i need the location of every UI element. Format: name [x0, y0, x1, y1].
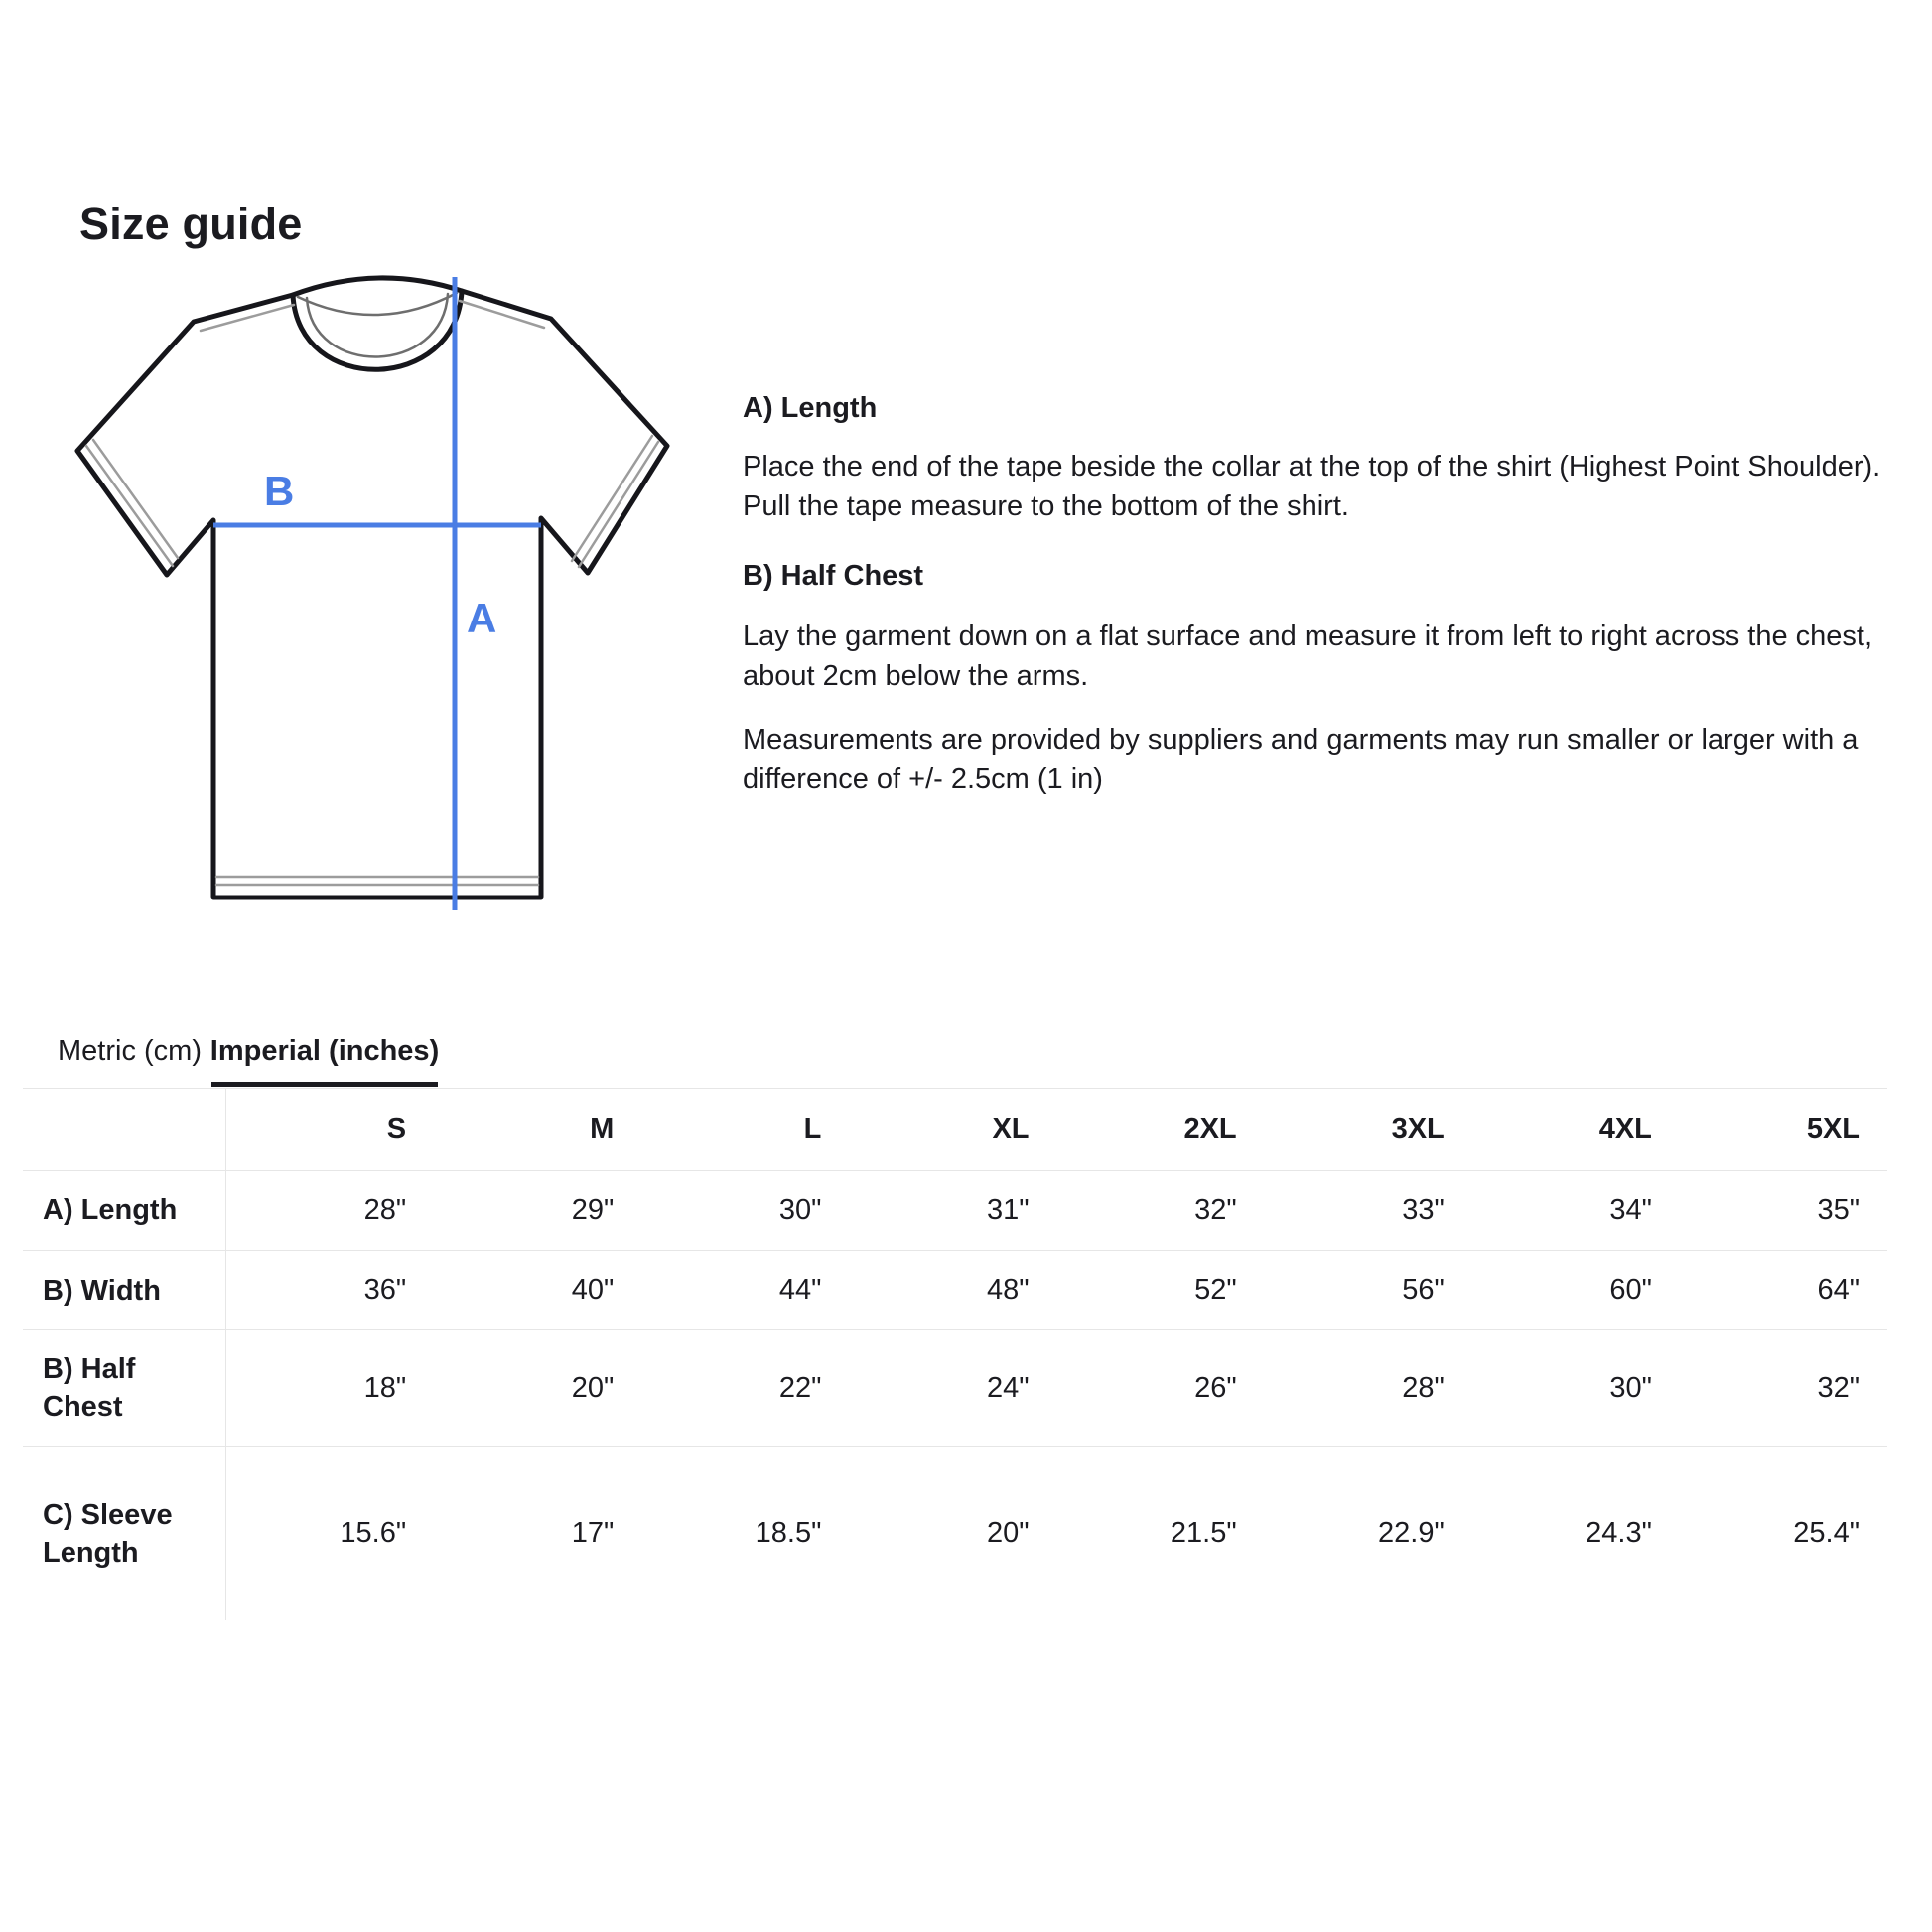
half-chest-label: B [264, 468, 295, 514]
size-cell: 25.4" [1793, 1517, 1860, 1549]
col-header-s: S [226, 1089, 434, 1171]
col-header-xl: XL [849, 1089, 1056, 1171]
row-label [23, 1330, 226, 1447]
size-cell: 22" [641, 1330, 849, 1447]
size-cell: 20" [986, 1517, 1030, 1549]
size-cell: 28" [226, 1171, 434, 1251]
size-cell: 21.5" [1170, 1517, 1237, 1549]
size-cell: 52" [1057, 1251, 1265, 1330]
size-cell: 40" [434, 1251, 641, 1330]
size-cell: 33" [1265, 1171, 1472, 1251]
size-cell: 48" [849, 1251, 1056, 1330]
size-cell: 64" [1680, 1251, 1887, 1330]
row-label [23, 1251, 226, 1330]
measurement-disclaimer: Measurements are provided by suppliers and garments may run smaller or larger with a difference of +/- 2.5cm (1 in) [743, 724, 1859, 795]
col-header-4xl: 4XL [1472, 1089, 1680, 1171]
size-cell: 30" [641, 1171, 849, 1251]
length-label: A [467, 595, 497, 641]
size-cell: 56" [1265, 1251, 1472, 1330]
row-label-text: C) Sleeve Length [43, 1498, 173, 1569]
col-header-5xl: 5XL [1680, 1089, 1887, 1171]
row-label-text: B) Width [43, 1274, 161, 1307]
size-cell: 31" [849, 1171, 1056, 1251]
size-cell: 28" [1265, 1330, 1472, 1447]
size-cell: 18" [226, 1330, 434, 1447]
tab-imperial-inches[interactable]: Imperial (inches) [211, 1021, 438, 1087]
corner-cell [23, 1089, 226, 1171]
half-chest-description: Lay the garment down on a flat surface and measure it from left to right across the chest, about 2cm below the arms. [743, 621, 1873, 692]
size-cell: 29" [434, 1171, 641, 1251]
size-cell: 24.3" [1586, 1517, 1652, 1549]
size-cell: 30" [1472, 1330, 1680, 1447]
size-cell: 34" [1472, 1171, 1680, 1251]
col-header-m: M [434, 1089, 641, 1171]
tshirt-measurement-diagram [60, 246, 685, 913]
size-cell: 44" [641, 1251, 849, 1330]
size-cell: 35" [1680, 1171, 1887, 1251]
row-label-text: B) Half Chest [43, 1353, 136, 1423]
col-header-l: L [641, 1089, 849, 1171]
col-header-2xl: 2XL [1057, 1089, 1265, 1171]
row-label [23, 1447, 226, 1620]
size-cell: 24" [849, 1330, 1056, 1447]
row-label [23, 1171, 226, 1251]
col-header-3xl: 3XL [1265, 1089, 1472, 1171]
size-cell: 60" [1472, 1251, 1680, 1330]
page-title: Size guide [79, 199, 303, 249]
size-cell: 22.9" [1378, 1517, 1445, 1549]
half-chest-heading: B) Half Chest [743, 560, 924, 592]
size-cell: 18.5" [755, 1517, 822, 1549]
size-cell: 32" [1057, 1171, 1265, 1251]
size-cell: 20" [434, 1330, 641, 1447]
size-cell: 17" [571, 1517, 615, 1549]
size-cell: 32" [1680, 1330, 1887, 1447]
size-cell: 15.6" [340, 1517, 407, 1549]
tab-metric-cm[interactable]: Metric (cm) [58, 1035, 202, 1067]
size-cell: 26" [1057, 1330, 1265, 1447]
row-label-text: A) Length [43, 1194, 178, 1226]
size-table [23, 1088, 1887, 1620]
length-heading: A) Length [743, 392, 878, 424]
length-description: Place the end of the tape beside the collar at the top of the shirt (Highest Point Shoulder). Pull the tape measure to the bottom of the shirt. [743, 451, 1881, 522]
size-cell: 36" [226, 1251, 434, 1330]
tshirt-illustration [60, 246, 685, 913]
